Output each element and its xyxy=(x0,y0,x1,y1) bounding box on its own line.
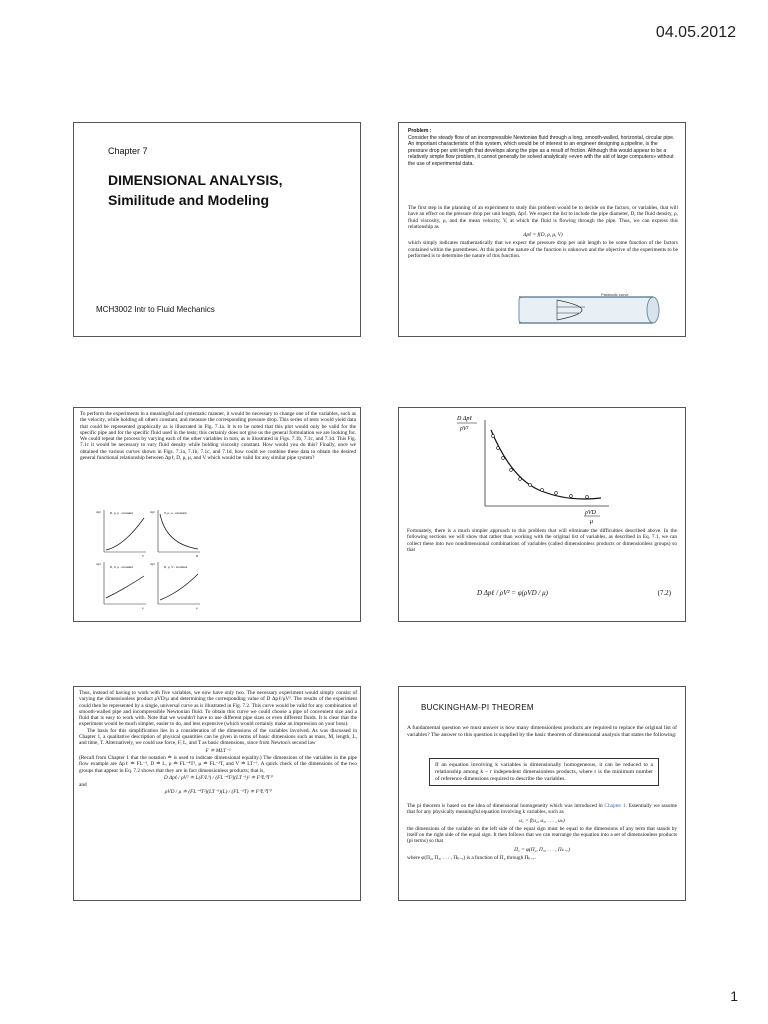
y-label-den: ρV² xyxy=(460,426,469,432)
experiment-text: To perform the experiments in a meaningful and systematic manner, it would be necessary to change one of the variables, such as the velocity, while holding all others constant, and measure the corresponding pressure drop. This series of tests would yield data that could be represented graphically as is illustrated in Fig. 7.1a. It is to be noted that this plot would only be valid for the specific pipe and for the specific fluid used in the tests; this certainly does not give us the general formulation we are looking for. We could repeat the process by varying each of the other variables in turn, as is illustrated in Figs. 7.1b, 7.1c, and 7.1d. This Fig. 7.1c it would be necessary to vary fluid density while holding viscosity constant. How would you do this? Finally, once we obtained the various curves shown in Figs. 7.1a, 7.1b, 7.1c, and 7.1d, how could we combine these data to obtain the desired general functional relationship between Δpℓ, D, ρ, μ, and V which would be valid for any similar pipe system? xyxy=(80,411,356,462)
graph-a-label: D, ρ, μ - constant xyxy=(110,511,133,515)
graph-b-label: V, ρ, μ - constant xyxy=(164,511,187,515)
slide-title xyxy=(108,170,283,210)
slide-4 xyxy=(398,407,686,622)
slide-2 xyxy=(398,122,686,337)
intro-text: A fundamental question we must answer is how many dimensionless products are required to replace the original list of variables? The answer to this question is supplied by the basic theorem of dimensional analysis that states the following: xyxy=(407,725,677,738)
dimensions-text xyxy=(79,690,357,797)
universal-curve xyxy=(491,430,601,499)
paragraph: (Recall from Chapter 1 that the notation ≐ is used to indicate dimensional equality.) The dimensions of the variables in the pipe flow example are Δpℓ ≐ FL⁻³, D ≐ L, ρ ≐ FL⁻⁴T², μ ≐ FL⁻²T, and V ≐ LT⁻¹. A quick check of the dimensions of the two groups that appear in Eq. 7.2 shows that they are in fact dimensionless products; that is, xyxy=(79,754,357,774)
axis-dp: Δpℓ xyxy=(150,562,155,566)
paragraph: which simply indicates mathematically that we expect the pressure drop per unit length to be some function of the factors contained within the parentheses. At this point the nature of the function is unknown and the objective of the experiments to be performed is to determine the nature of this function. xyxy=(408,240,678,260)
paragraph: the dimensions of the variable on the left side of the equal sign must be equal to the dimensions of any term that stands by itself on the right side of the equal sign. It then follows that we can rearrange the equation into a set of dimensionless products (pi terms) so that xyxy=(407,825,677,845)
problem-text: Consider the steady flow of an incompressible Newtonian fluid through a long, smooth-walled, horizontal, circular pipe. An important characteristic of this system, which would be of interest to an engineer designing a pipeline, is the pressure drop per unit length that develops along the pipe as a result of friction. Although this would appear to be a relatively simple flow problem, it cannot generally be solved analyticaly «even with the aid of large computers» without the use of experimental data. xyxy=(408,134,675,167)
slide-1 xyxy=(73,122,361,337)
paragraph: The basis for this simplification lies in a consideration of the dimensions of the variables involved. As was discussed in Chapter 1, a qualitative description of physical quantities can be given in terms of basic dimensions such as mass, M, length, L, and time, T. Alternatively, we could use force, F, L, and T as basic dimensions, since from Newton's second law xyxy=(79,727,357,747)
figure-7-2 xyxy=(399,408,686,528)
page-number: 1 xyxy=(730,988,738,1004)
equation-number: (7.2) xyxy=(657,589,671,597)
graph-d-label: D, ρ, V - constant xyxy=(164,565,188,569)
equation-7-2 xyxy=(477,589,677,597)
pipe-body xyxy=(519,297,653,323)
equation: F ≐ MLT⁻² xyxy=(205,747,231,754)
slide-title: BUCKINGHAM-PI THEOREM xyxy=(421,703,534,712)
axis-rho: ρ xyxy=(142,606,144,610)
pipe-label: Parabolic curve xyxy=(601,292,629,297)
graph-c-label: D, V, μ - constant xyxy=(110,565,133,569)
paragraph: Thus, instead of having to work with five variables, we now have only two. The necessary experiment would simply consist of varying the dimensionless product ρVD/μ and determining the corresponding value of D Δpℓ/ρV². The results of the experiment could then be represented by a single, universal curve as is illustrated in Fig. 7.2. This curve would be valid for any combination of smooth-walled pipe and incompressible Newtonian fluid. To obtain this curve we could choose a pipe of convenient size and a fluid that is easy to work with. Note that we wouldn't have to use different pipe sizes or even different fluids. It is clear that the experiment would be much simpler, easier to do, and less expensive (which would certainly make an impression on your boss). xyxy=(79,690,357,728)
paragraph: where φ(Π₂, Π₃, . . . , Πₖ₋ᵣ) is a function of Π₂ through Πₖ₋ᵣ. xyxy=(407,855,536,862)
equation: D Δpℓ / ρV² = φ(ρVD / μ) xyxy=(477,589,548,597)
course-label: MCH3002 Intr to Fluid Mechanics xyxy=(96,305,215,314)
paragraph: The pi theorem is based on the idea of dimensional homogeneity which was introduced in Chapter 1. Essentially we assume that for any physically meaningful equation involving k variables, such as xyxy=(407,803,678,816)
figure-7-1 xyxy=(96,506,206,610)
axis-dp: Δpℓ xyxy=(150,510,155,514)
graph-a xyxy=(96,510,146,558)
axis-dp: Δpℓ xyxy=(96,510,101,514)
problem-label: Problem : xyxy=(408,128,432,134)
pipe-end xyxy=(647,297,659,323)
problem-body xyxy=(408,205,678,259)
equation: Π₁ = φ(Π₂, Π₃, . . . , Πₖ₋ᵣ) xyxy=(514,846,570,853)
header-date: 04.05.2012 xyxy=(655,24,736,41)
axis-mu: μ xyxy=(196,606,198,610)
equation: ρVD / μ ≐ (FL⁻⁴T²)(LT⁻¹)(L) / (FL⁻²T) ≐ F⁰L⁰T⁰ xyxy=(164,789,272,796)
pipe-flow-diagram xyxy=(517,289,667,333)
pi-theorem-text xyxy=(407,803,677,861)
slide-6 xyxy=(398,686,686,901)
slide-5 xyxy=(73,686,361,901)
x-label-den: μ xyxy=(590,519,594,525)
chapter-label: Chapter 7 xyxy=(108,146,148,156)
axis-v: V xyxy=(142,554,145,558)
problem-statement xyxy=(408,128,678,167)
paragraph: The first step in the planning of an experiment to study this problem would be to decide on the factors, or variables, that will have an effect on the pressure drop per unit length, Δpℓ. We expect the list to include the pipe diameter, D, the fluid density, ρ, fluid viscosity, μ, and the mean velocity, V, at which the fluid is flowing through the pipe. Thus, we can express this relationship as xyxy=(408,205,678,230)
equation: D Δpℓ / ρV² ≐ L(F/L³) / (FL⁻⁴T²)(LT⁻¹)² ≐ F⁰L⁰T⁰ xyxy=(163,774,273,781)
title-line-1: DIMENSIONAL ANALYSIS, xyxy=(108,172,283,188)
chapter-1-link[interactable]: Chapter 1 xyxy=(604,803,626,809)
equation: u₁ = f(u₂, u₃, . . . , uₖ) xyxy=(519,817,565,824)
graph-c xyxy=(96,562,146,610)
title-line-2: Similitude and Modeling xyxy=(108,192,269,208)
graph-d xyxy=(150,562,200,610)
simpler-approach-text: Fortunately, there is a much simpler approach to this problem that will eliminate the difficulties described above. In the following sections we will show that rather than working with the original list of variables, as described in Eq. 7.1, we can collect these into two nondimensional combinations of variables (called dimensionless products or dimensionless groups) so that xyxy=(407,528,677,553)
y-label-num: D Δpℓ xyxy=(457,416,472,422)
axis-d: D xyxy=(196,554,199,558)
graph-b xyxy=(150,510,200,558)
x-label-num: ρVD xyxy=(585,510,596,516)
and-label: and xyxy=(79,782,87,789)
axis-dp: Δpℓ xyxy=(96,562,101,566)
data-points xyxy=(492,435,589,499)
equation: Δpℓ = f(D, ρ, μ, V) xyxy=(523,232,563,239)
theorem-box: If an equation involving k variables is dimensionally homogeneous, it can be reduced to a relationship among k − r independent dimensionless products, where r is the minimum number of reference dimensions required to describe the variables. xyxy=(429,758,659,786)
slide-3 xyxy=(73,407,361,622)
